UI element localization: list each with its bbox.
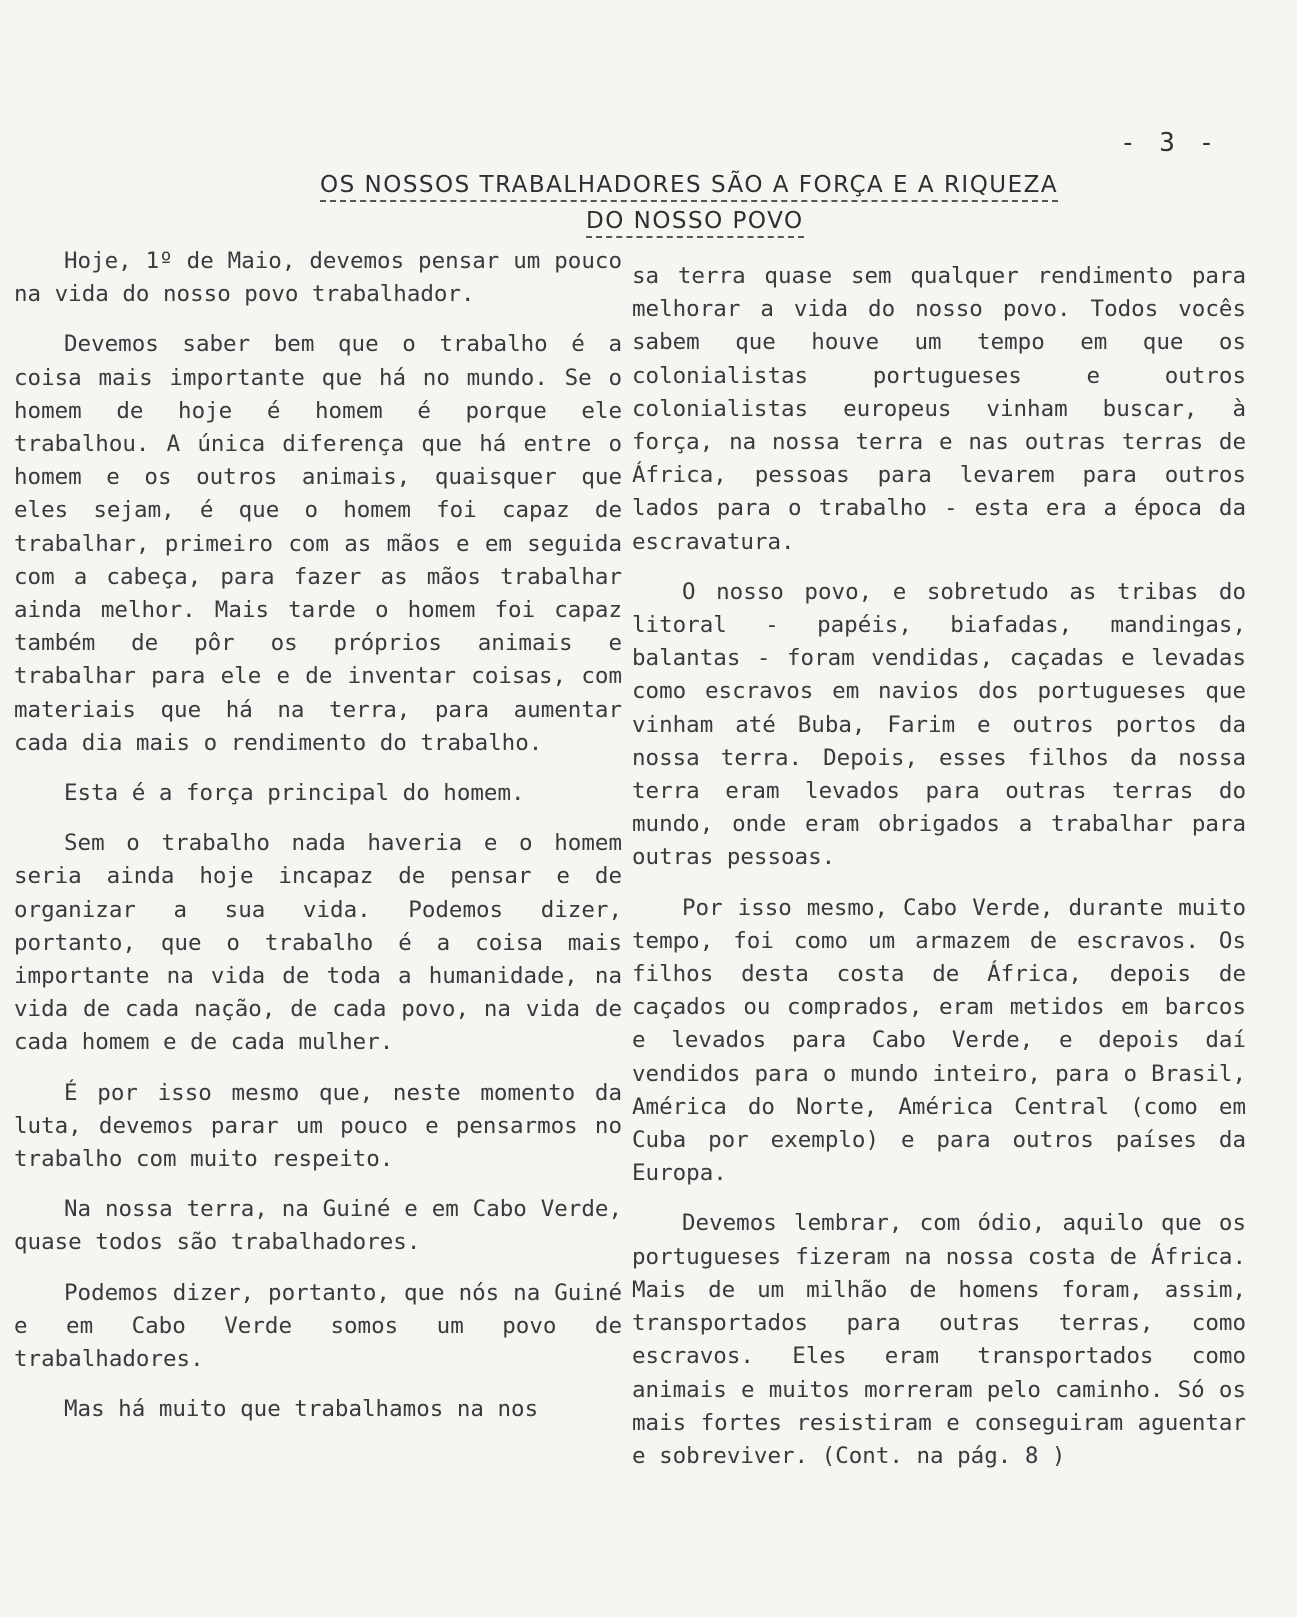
paragraph: Mas há muito que trabalhamos na nos — [64, 1396, 539, 1423]
left-column — [14, 245, 622, 1427]
title-line-1: OS NOSSOS TRABALHADORES SÃO A FORÇA E A RIQUEZA — [320, 172, 1058, 202]
right-column — [632, 260, 1246, 1473]
paragraph: Devemos saber bem que o trabalho é a coisa mais importante que há no mundo. Se o homem de hoje é homem é porque ele trabalhou. A única diferença que há entre o homem e os outros animais, quaisquer que eles sejam, é que o homem foi capaz de trabalhar, primeiro com as mãos e em seguida com a cabeça, para fazer as mãos trabalhar ainda melhor. Mais tarde o homem foi capaz também de pôr os próprios animais e trabalhar para ele e de inventar coisas, com materiais que há na terra, para aumentar cada dia mais o rendimento do trabalho. — [14, 331, 622, 756]
paragraph: sa terra quase sem qualquer rendimento para melhorar a vida do nosso povo. Todos vocês sabem que houve um tempo em que os colonialistas portugueses e outros colonialistas europeus vinham buscar, à força, na nossa terra e nas outras terras de África, pessoas para levarem para outros lados para o trabalho - esta era a época da escravatura. — [632, 263, 1246, 555]
paragraph: Hoje, 1º de Maio, devemos pensar um pouco na vida do nosso povo trabalhador. — [14, 248, 622, 308]
paragraph: O nosso povo, e sobretudo as tribas do litoral - papéis, biafadas, mandingas, balantas - foram vendidas, caçadas e levadas como escravos em navios dos portugueses que vinham até Buba, Farim e outros portos da nossa terra. Depois, esses filhos da nossa terra eram levados para outras terras do mundo, onde eram obrigados a trabalhar para outras pessoas. — [632, 578, 1246, 871]
paragraph: Esta é a força principal do homem. — [64, 780, 525, 807]
page-number: - 3 - — [1120, 128, 1219, 158]
paragraph: Podemos dizer, portanto, que nós na Guiné e em Cabo Verde somos um povo de trabalhadores. — [14, 1279, 622, 1373]
paragraph: Devemos lembrar, com ódio, aquilo que os portugueses fizeram na nossa costa de África. Mais de um milhão de homens foram, assim, transportados para outras terras, como escravos. Eles eram transportados como animais e muitos morreram pelo caminho. Só os mais fortes resistiram e conseguiram aguentar e sobreviver. (Cont. na pág. 8 ) — [632, 1210, 1246, 1469]
paragraph: É por isso mesmo que, neste momento da luta, devemos parar um pouco e pensarmos no trabalho com muito respeito. — [14, 1079, 622, 1173]
paragraph: Por isso mesmo, Cabo Verde, durante muito tempo, foi como um armazem de escravos. Os filhos desta costa de África, depois de caçados ou comprados, eram metidos em barcos e levados para Cabo Verde, e depois daí vendidos para o mundo inteiro, para o Brasil, América do Norte, América Central (como em Cuba por exemplo) e para outros países da Europa. — [632, 894, 1246, 1187]
title-line-2: DO NOSSO POVO — [586, 208, 804, 238]
paragraph: Sem o trabalho nada haveria e o homem seria ainda hoje incapaz de pensar e de organizar a sua vida. Podemos dizer, portanto, que o trabalho é a coisa mais importante na vida de toda a humanidade, na vida de cada nação, de cada povo, na vida de cada homem e de cada mulher. — [14, 830, 622, 1056]
paragraph: Na nossa terra, na Guiné e em Cabo Verde, quase todos são trabalhadores. — [14, 1196, 622, 1256]
